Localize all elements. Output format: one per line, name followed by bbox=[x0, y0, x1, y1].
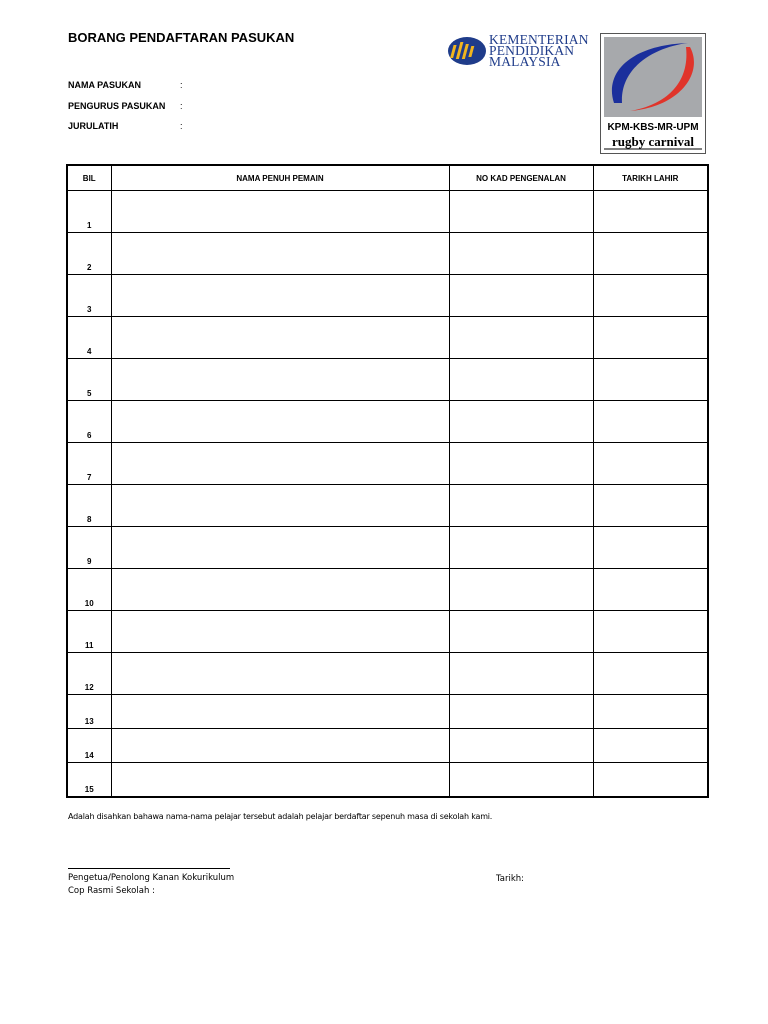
row-number: 8 bbox=[67, 485, 111, 527]
player-name-cell[interactable] bbox=[111, 611, 449, 653]
ministry-line-2: PENDIDIKAN bbox=[489, 43, 575, 58]
player-table bbox=[66, 164, 709, 798]
field-label: PENGURUS PASUKAN bbox=[68, 101, 166, 111]
table-row bbox=[67, 653, 708, 695]
field-colon: : bbox=[180, 80, 183, 90]
ic-number-cell[interactable] bbox=[449, 611, 593, 653]
signature-line bbox=[68, 868, 230, 869]
table-row bbox=[67, 359, 708, 401]
player-name-cell[interactable] bbox=[111, 233, 449, 275]
ic-number-cell[interactable] bbox=[449, 485, 593, 527]
row-number: 5 bbox=[67, 359, 111, 401]
field-jurulatih bbox=[68, 121, 183, 131]
player-name-cell[interactable] bbox=[111, 275, 449, 317]
ic-number-cell[interactable] bbox=[449, 443, 593, 485]
row-number: 14 bbox=[67, 729, 111, 763]
ministry-line-3: MALAYSIA bbox=[489, 54, 561, 69]
birth-date-cell[interactable] bbox=[593, 233, 708, 275]
header-name: NAMA PENUH PEMAIN bbox=[111, 165, 449, 191]
stamp-label: Cop Rasmi Sekolah : bbox=[68, 886, 155, 896]
header-ic: NO KAD PENGENALAN bbox=[449, 165, 593, 191]
birth-date-cell[interactable] bbox=[593, 729, 708, 763]
row-number: 9 bbox=[67, 527, 111, 569]
birth-date-cell[interactable] bbox=[593, 569, 708, 611]
ic-number-cell[interactable] bbox=[449, 359, 593, 401]
rugby-logo-line-1: KPM-KBS-MR-UPM bbox=[607, 122, 699, 133]
ic-number-cell[interactable] bbox=[449, 317, 593, 359]
ic-number-cell[interactable] bbox=[449, 569, 593, 611]
birth-date-cell[interactable] bbox=[593, 695, 708, 729]
row-number: 15 bbox=[67, 763, 111, 798]
table-row bbox=[67, 611, 708, 653]
table-row bbox=[67, 191, 708, 233]
header-bil: BIL bbox=[67, 165, 111, 191]
rugby-logo-line-2: rugby carnival bbox=[612, 134, 694, 149]
ic-number-cell[interactable] bbox=[449, 527, 593, 569]
field-pengurus-pasukan bbox=[68, 101, 183, 111]
form-title: BORANG PENDAFTARAN PASUKAN bbox=[68, 30, 295, 45]
field-nama-pasukan bbox=[68, 80, 183, 90]
row-number: 11 bbox=[67, 611, 111, 653]
ic-number-cell[interactable] bbox=[449, 763, 593, 798]
birth-date-cell[interactable] bbox=[593, 763, 708, 798]
ministry-line-1: KEMENTERIAN bbox=[489, 32, 589, 47]
birth-date-cell[interactable] bbox=[593, 527, 708, 569]
row-number: 4 bbox=[67, 317, 111, 359]
row-number: 2 bbox=[67, 233, 111, 275]
player-name-cell[interactable] bbox=[111, 401, 449, 443]
player-name-cell[interactable] bbox=[111, 485, 449, 527]
row-number: 7 bbox=[67, 443, 111, 485]
player-name-cell[interactable] bbox=[111, 317, 449, 359]
field-label: JURULATIH bbox=[68, 121, 119, 131]
table-row bbox=[67, 695, 708, 729]
player-name-cell[interactable] bbox=[111, 729, 449, 763]
table-row bbox=[67, 729, 708, 763]
table-row bbox=[67, 401, 708, 443]
table-row bbox=[67, 569, 708, 611]
header-dob: TARIKH LAHIR bbox=[593, 165, 708, 191]
player-name-cell[interactable] bbox=[111, 569, 449, 611]
player-name-cell[interactable] bbox=[111, 695, 449, 729]
field-colon: : bbox=[180, 121, 183, 131]
table-row bbox=[67, 317, 708, 359]
row-number: 10 bbox=[67, 569, 111, 611]
birth-date-cell[interactable] bbox=[593, 359, 708, 401]
ic-number-cell[interactable] bbox=[449, 653, 593, 695]
ic-number-cell[interactable] bbox=[449, 729, 593, 763]
table-row bbox=[67, 763, 708, 798]
birth-date-cell[interactable] bbox=[593, 653, 708, 695]
ministry-logo bbox=[447, 34, 597, 70]
ic-number-cell[interactable] bbox=[449, 233, 593, 275]
player-name-cell[interactable] bbox=[111, 359, 449, 401]
birth-date-cell[interactable] bbox=[593, 275, 708, 317]
row-number: 6 bbox=[67, 401, 111, 443]
birth-date-cell[interactable] bbox=[593, 611, 708, 653]
player-name-cell[interactable] bbox=[111, 443, 449, 485]
table-row bbox=[67, 485, 708, 527]
player-name-cell[interactable] bbox=[111, 527, 449, 569]
date-label: Tarikh: bbox=[496, 874, 525, 884]
ic-number-cell[interactable] bbox=[449, 695, 593, 729]
table-row bbox=[67, 275, 708, 317]
ministry-name bbox=[489, 34, 589, 67]
player-name-cell[interactable] bbox=[111, 191, 449, 233]
table-header-row bbox=[67, 165, 708, 191]
row-number: 1 bbox=[67, 191, 111, 233]
birth-date-cell[interactable] bbox=[593, 191, 708, 233]
row-number: 12 bbox=[67, 653, 111, 695]
certification-statement: Adalah disahkan bahawa nama-nama pelajar tersebut adalah pelajar berdaftar sepenuh masa di sekolah kami. bbox=[68, 812, 493, 821]
rugby-carnival-logo bbox=[600, 33, 706, 154]
birth-date-cell[interactable] bbox=[593, 443, 708, 485]
table-row bbox=[67, 233, 708, 275]
table-row bbox=[67, 443, 708, 485]
ic-number-cell[interactable] bbox=[449, 275, 593, 317]
table-row bbox=[67, 527, 708, 569]
field-colon: : bbox=[180, 101, 183, 111]
player-name-cell[interactable] bbox=[111, 653, 449, 695]
ic-number-cell[interactable] bbox=[449, 191, 593, 233]
birth-date-cell[interactable] bbox=[593, 485, 708, 527]
birth-date-cell[interactable] bbox=[593, 317, 708, 359]
field-label: NAMA PASUKAN bbox=[68, 80, 141, 90]
row-number: 3 bbox=[67, 275, 111, 317]
ministry-emblem-icon bbox=[447, 36, 487, 66]
signatory-label: Pengetua/Penolong Kanan Kokurikulum bbox=[68, 873, 235, 883]
player-name-cell[interactable] bbox=[111, 763, 449, 798]
row-number: 13 bbox=[67, 695, 111, 729]
birth-date-cell[interactable] bbox=[593, 401, 708, 443]
ic-number-cell[interactable] bbox=[449, 401, 593, 443]
